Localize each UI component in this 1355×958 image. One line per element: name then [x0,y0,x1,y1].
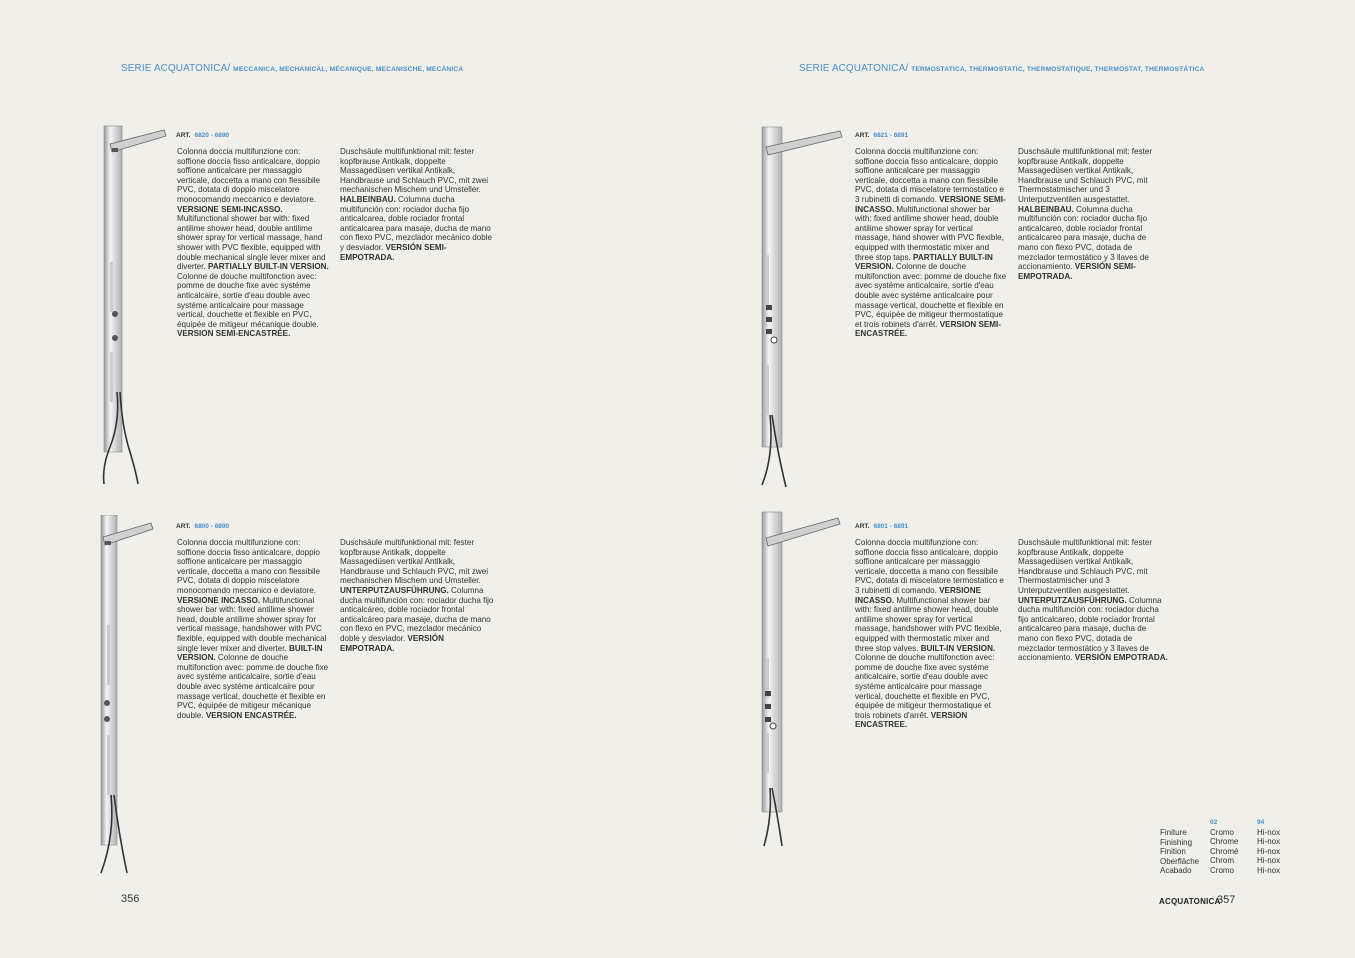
description-text: Colonne de douche multifonction avec: pomme de douche fixe avec systéme anticalcaire, sortie d'eau double avec systéme anticalcaire pour massage vertical, douchette et flexible en PVC, équipée de mitigeur thermostatique et trois robinets d'arrêt. [855,262,1007,329]
finishing-value: Hi-nox [1257,837,1281,846]
finishing-value: Chromé [1210,846,1239,856]
description-col2 [1018,147,1168,281]
version-label: VERSIÓN EMPOTRADA. [340,633,444,653]
version-label: HALBEINBAU. [340,194,396,204]
finishing-col-94 [1257,818,1280,875]
version-label: VERSIONE SEMI-INCASSO. [177,204,283,214]
finishing-value: Cromo [1210,865,1235,875]
serie-subtitle: TERMOSTATICA, THERMOSTATIC, THERMOSTATIQUE, THERMOSTAT, THERMOSTÁTICA [911,66,1205,73]
finishing-value: Hi-nox [1257,846,1281,856]
description-col2 [340,147,498,262]
serie-title: SERIE ACQUATONICA/ [121,63,231,74]
finishing-label: Finishing [1160,837,1193,847]
version-label: PARTIALLY BUILT-IN VERSION. [855,252,993,272]
description-col2 [1018,538,1168,663]
article-number [176,523,229,530]
version-label: VERSIÓN SEMI-EMPOTRADA. [340,242,447,262]
version-label: BUILT-IN VERSION. [177,643,323,663]
version-label: VERSION ENCASTRÉE. [205,710,297,720]
art-label: ART. [176,523,191,530]
finishing-labels [1160,828,1199,876]
art-label: ART. [855,132,870,139]
description-text: Multifunctional shower bar with: fixed antilime shower head, double antilime shower spray for vertical massage, hand shower with PVC flexible, equipped with double mechanical single lever mixer and diverter. [177,214,326,272]
version-label: UNTERPUTZAUSFÜHRUNG. [340,585,449,595]
description-text: Colonna doccia multifunzione con: soffione doccia fisso anticalcare, doppio soffione anticalcare per massaggio verticale, doccetta a mano con flessibile PVC, dotata di miscelatore termostatico e 3 rubinetti di comando. [855,538,1004,595]
art-code: 6800 - 6890 [194,523,230,530]
finishing-label: Acabado [1160,866,1192,875]
version-label: VERSIONE SEMI-INCASSO. [855,194,1006,214]
description-text: Multifunctional shower bar with: fixed antilime shower head, double antilime shower spray for vertical massage, hand shower with PVC flexible, equipped with thermostatic mixer and three stop taps. [855,204,1004,262]
version-label: VERSIÓN EMPOTRADA. [1074,653,1168,663]
version-label: PARTIALLY BUILT-IN VERSION. [208,262,329,272]
art-label: ART. [855,523,870,530]
version-label: VERSIONE INCASSO. [177,595,261,605]
description-text: Duschsäule multifunktional mit: fester kopfbrause Antikalk, doppelte Massagedüsen vertikal Antikalk, Handbrause und Schlauch PVC, mit Thermostatmischer und 3 Unterputzventilen ausgestattet. [1018,147,1153,204]
page-number: 357 [1217,894,1236,906]
description-col1 [855,147,1007,339]
finishing-code: 02 [1210,819,1218,826]
shower-column-image [92,122,172,490]
description-text: Multifunctional shower bar with: fixed antilime shower head, double antilime shower spray for vertical massage, handshower with PVC flexible, equipped with thermostatic mixer and three stop valves. [855,595,1002,653]
description-text: Colonna doccia multifunzione con: soffione doccia fisso anticalcare, doppio soffione anticalcare per massaggio verticale, doccetta a mano con flessibile PVC, dotata di doppio miscelatore monocomando meccanico e deviatore. [177,147,321,204]
description-text: Colonna doccia multifunzione con: soffione doccia fisso anticalcare, doppio soffione anticalcare per massaggio verticale, doccetta a mano con flessibile PVC, dotata di miscelatore termostatico e 3 rubinetti di comando. [855,147,1004,204]
footer-brand: ACQUATONICA [1159,897,1221,906]
version-label: BUILT-IN VERSION. [920,643,996,653]
description-text: Duschsäule multifunktional mit: fester kopfbrause Antikalk, doppelte Massagedüsen vertikal Antikalk, Handbrause und Schlauch PVC, mit Thermostatmischer und 3 Unterputzventilen ausgestattet. [1018,538,1153,595]
serie-subtitle: MECCANICA, MECHANICAL, MÉCANIQUE, MECANISCHE, MECÁNICA [233,66,464,73]
description-col1 [855,538,1007,730]
shower-column-image [756,508,846,848]
serie-title: SERIE ACQUATONICA/ [799,63,909,74]
finishing-value: Cromo [1210,827,1235,837]
description-text: Colonne de douche multifonction avec: pomme de douche fixe avec systéme anticalcaire, sortie d'eau double avec systéme anticalcaire pour massage vertical, douchette et flexible en PVC, équipée de mitigeur mécanique double. [177,653,329,720]
description-col2 [340,538,498,653]
version-label: HALBEINBAU. [1018,204,1074,214]
art-code: 6801 - 6891 [873,523,909,530]
version-label: VERSION ENCASTREE. [855,710,968,730]
description-text: Duschsäule multifunktional mit: fester kopfbrause Antikalk, doppelte Massagedüsen vertikal Antikalk, Handbrause und Schlauch PVC, mit zwei mechanischen Mischem und Umsteller. [340,147,489,195]
finishing-value: Chrom [1210,856,1235,865]
left-page-header [121,63,463,74]
finishing-label: Oberfläche [1160,856,1200,866]
finishing-label: Finiture [1160,828,1187,837]
right-page-header [799,63,1205,74]
description-col1 [177,538,329,720]
page-number: 356 [121,893,140,905]
art-label: ART. [176,132,191,139]
finishing-label: Finition [1160,847,1186,856]
description-text: Colonne de douche multifonction avec: pomme de douche fixe avec systéme anticalcaire, sortie d'eau double avec systéme anticalcaire pour massage vertical, douchette et flexible en PVC, équipée de mitigeur mécanique double. [177,271,319,329]
finishing-value: Hi-nox [1257,865,1281,875]
article-number [855,523,908,530]
finishing-code: 94 [1257,819,1265,826]
article-number [855,132,908,139]
description-text: Columna ducha multifunción con: rociador ducha fijo anticalcáreo, doble rociador frontal anticalcáreo para masaje, ducha de mano con flexo en PVC, mezclador mecánico doble y desviador. [340,585,494,643]
version-label: VERSION SEMI-ENCASTRÉE. [855,319,1001,339]
shower-column-image [89,515,169,880]
description-col1 [177,147,329,339]
description-text: Columna ducha multifunción con: rociador ducha fijo anticalcareo, doble rociador frontal anticalcareo para masaje, ducha de mano con flexo PVC, dotada de mezclador termostático y 3 llaves de accionamiento. [1018,595,1162,663]
finishing-value: Chrome [1210,837,1239,846]
finishing-value: Hi-nox [1257,856,1281,865]
art-code: 6821 - 6891 [873,132,909,139]
art-code: 6820 - 6890 [194,132,230,139]
description-text: Duschsäule multifunktional mit: fester kopfbrause Antikalk, doppelte Massagedüsen vertikal Antikalk, Handbrause und Schlauch PVC, mit zwei mechanischen Mischem und Umsteller. [340,538,489,586]
version-label: VERSIÓN SEMI-EMPOTRADA. [1018,262,1136,281]
finishing-value: Hi-nox [1257,827,1281,837]
version-label: VERSION SEMI-ENCASTRÉE. [177,329,291,339]
article-number [176,132,229,139]
description-text: Columna ducha multifunción con: rociador ducha fijo anticalcarea, doble rociador frontal anticalcarea para masaje, ducha de mano con flexo PVC, mezclador mecánico doble y desviador. [340,194,493,252]
finishing-col-02 [1210,818,1238,875]
description-text: Colonna doccia multifunzione con: soffione doccia fisso anticalcare, doppio soffione anticalcare per massaggio verticale, doccetta a mano con flessibile PVC, dotata di doppio miscelatore monocomando meccanico e deviatore. [177,538,321,595]
shower-column-image [752,125,847,490]
description-text: Colonne de douche multifonction avec: pomme de douche fixe avec systéme anticalcaire, sortie d'eau double avec systéme anticalcaire pour massage vertical, douchette et flexible en PVC, équipée de mitigeur thermostatique et trois robinets d'arrêt. [855,653,995,720]
description-text: Columna ducha multifunción con: rociador ducha fijo anticalcareo, doble rociador frontal anticalcareo para masaje, ducha de mano con flexo PVC, dotada de mezclador termostático y 3 llaves de accionamiento. [1018,204,1149,272]
description-text: Multifunctional shower bar with: fixed antilime shower head, double antilime shower spray for vertical massage, handshower with PVC flexible, equipped with double mechanical single lever mixer and diverter. [177,595,327,653]
version-label: VERSIONE INCASSO. [855,585,981,605]
version-label: UNTERPUTZAUSFÜHRUNG. [1018,595,1127,605]
